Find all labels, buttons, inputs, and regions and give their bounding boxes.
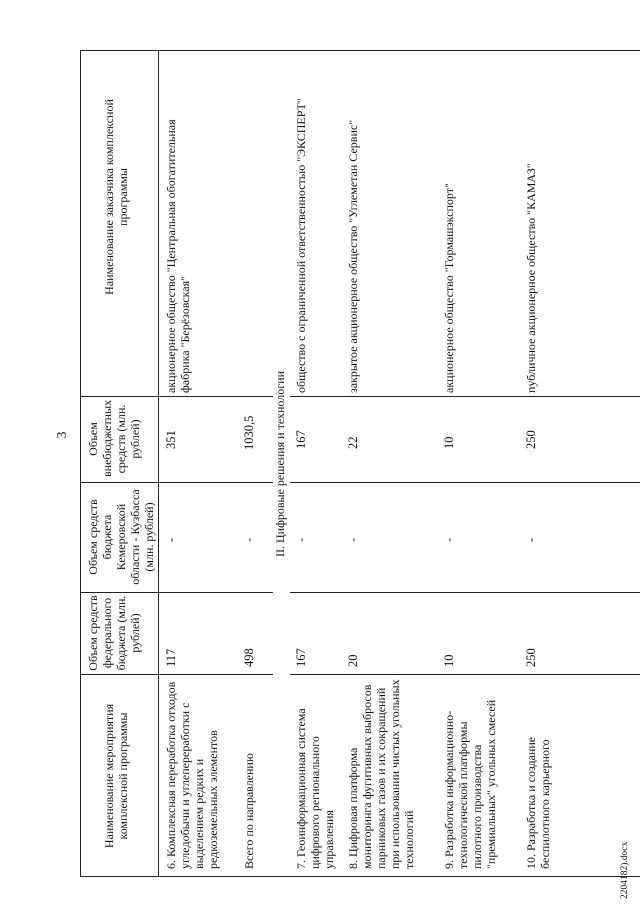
table-top-border: [80, 51, 81, 877]
column-divider: [290, 674, 640, 675]
header-regional: Объем средств бюджета Кемеровской области - Кузбасса (млн. рублей): [86, 489, 156, 585]
row-7-extra: 167: [294, 430, 308, 449]
footer-filename: 2204182).docx: [620, 841, 630, 899]
row-6-regional: -: [164, 537, 178, 542]
row-8-event: 8. Цифровая платформа мониторинга фугитивных выбросов парниковых газов и их сокращений при использовании чистых угольных технологий: [346, 679, 416, 869]
row-7-customer: общество с ограниченной ответственностью "ЭКСПЕРТ": [294, 98, 308, 393]
row-8-extra: 22: [346, 436, 360, 449]
column-divider: [290, 396, 640, 397]
row-9-customer: акционерное общество "Гормашэкспорт": [442, 183, 456, 393]
header-federal: Объем средств федерального бюджета (млн. рублей): [86, 595, 142, 671]
row-6-event: 6. Комплексная переработка отходов угледобычи и углепереработки с выделением редких и редкоземельных элементов: [164, 681, 220, 869]
column-divider: [80, 482, 273, 483]
column-divider: [290, 592, 640, 593]
row-10-event: 10. Разработка и создание беспилотного карьерного: [524, 736, 552, 869]
row-10-customer: публичное акционерное общество "КАМАЗ": [524, 163, 538, 393]
header-event: Наименование мероприятия комплексной программы: [102, 703, 130, 849]
row-8-regional: -: [346, 537, 360, 542]
header-customer: Наименование заказчика комплексной программы: [102, 99, 130, 295]
row-7-regional: -: [294, 537, 308, 542]
section-title: II. Цифровые решения и технологии: [273, 370, 287, 558]
column-divider: [290, 482, 640, 483]
row-9-extra: 10: [442, 436, 456, 449]
row-9-regional: -: [442, 537, 456, 542]
row-7-federal: 167: [294, 648, 308, 667]
row-9-federal: 10: [442, 654, 456, 667]
total-extra: 1030,5: [242, 415, 256, 450]
program-table: [80, 51, 640, 877]
row-8-federal: 20: [346, 654, 360, 667]
table-left-border: [80, 876, 640, 877]
table-right-border: [80, 50, 640, 51]
row-10-federal: 250: [524, 648, 538, 667]
total-label: Всего по направлению: [242, 753, 256, 869]
row-6-extra: 351: [164, 430, 178, 449]
column-divider: [80, 592, 273, 593]
column-divider: [80, 674, 273, 675]
row-9-event: 9. Разработка информационно-технологической платформы пилотного производства "премиальных" угольных смесей: [442, 699, 498, 869]
page-number: 3: [55, 431, 70, 439]
row-10-regional: -: [524, 537, 538, 542]
row-10-extra: 250: [524, 430, 538, 449]
total-regional: -: [242, 537, 256, 542]
row-6-customer: акционерное общество "Центральная обогатительная фабрика "Берёзовская": [164, 119, 192, 393]
row-6-federal: 117: [164, 648, 178, 667]
header-bottom-border: [158, 51, 159, 877]
row-8-customer: закрытое акционерное общество "Углеметан Сервис": [346, 119, 360, 393]
row-7-event: 7. Геоинформационная система цифрового регионального управления: [294, 708, 336, 869]
total-federal: 498: [242, 648, 256, 667]
column-divider: [80, 396, 273, 397]
header-extra: Объем внебюджетных средств (млн. рублей): [86, 399, 142, 477]
